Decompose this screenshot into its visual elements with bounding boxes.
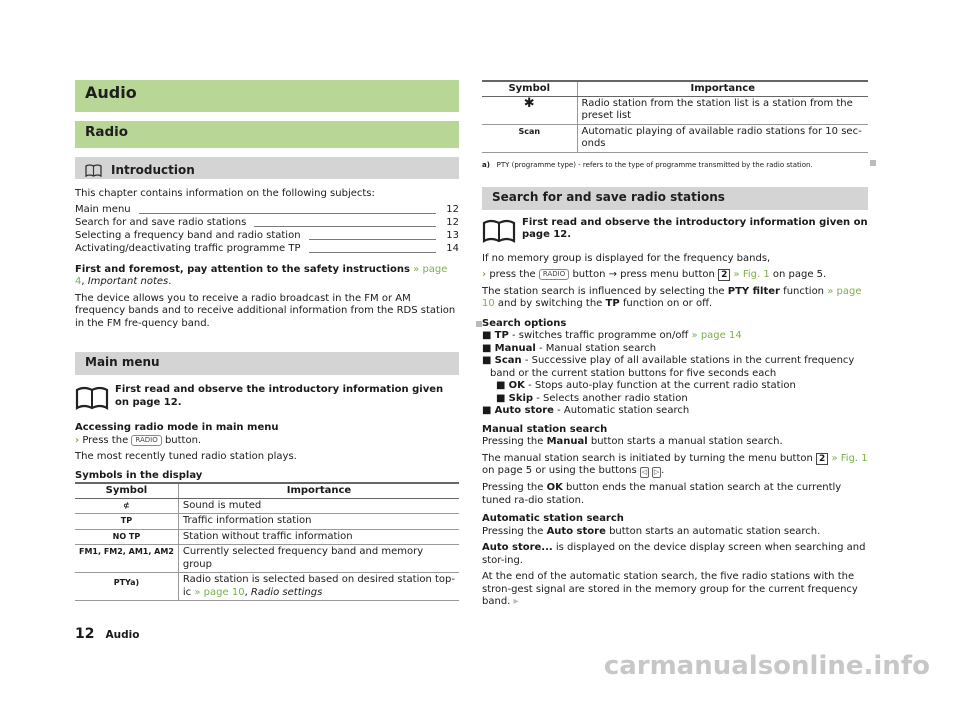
toc-row[interactable]: Activating/deactivating traffic programme TP 14 — [75, 243, 459, 254]
seek-back-icon[interactable]: ◁ — [641, 468, 648, 476]
table-row: FM1, FM2, AM1, AM2 Currently selected frequency band and memory group — [75, 545, 459, 573]
right-column — [482, 80, 868, 609]
toc-row[interactable]: Search for and save radio stations 12 — [75, 217, 459, 228]
watermark: carmanualsonline.info — [603, 651, 930, 681]
intro-text: This chapter contains information on the following subjects: — [75, 188, 375, 199]
radio-button[interactable]: RADIO — [539, 269, 569, 280]
list-item: ■ OK - Stops auto-play function at the current radio station — [496, 380, 796, 391]
radio-button[interactable]: RADIO — [131, 435, 161, 446]
symbols-title: Symbols in the display — [75, 469, 203, 481]
intro-title: Introduction — [111, 162, 195, 177]
manual-turn-text: The manual station search is initiated by turning the menu button 2 » Fig. 1 on page 5 or using the buttons ◁ ▷ . — [482, 452, 868, 476]
left-column — [75, 80, 459, 601]
safety-paragraph: First and foremost, pay attention to the safety instructions » page 4, Important notes. — [75, 263, 448, 287]
seek-forward-icon[interactable]: ▷ — [653, 468, 660, 476]
end-marker — [870, 160, 876, 166]
page-link[interactable]: » page 10 — [194, 586, 245, 598]
book-icon — [85, 164, 102, 177]
chapter-title: Audio — [75, 80, 459, 112]
toc-row[interactable]: Main menu 12 — [75, 204, 459, 215]
fig-link[interactable]: » Fig. 1 — [733, 269, 770, 280]
book-icon — [75, 386, 109, 410]
footnote: a) PTY (programme type) - refers to the type of programme transmitted by the radio station. — [482, 160, 813, 169]
menu-button-number: 2 — [718, 269, 730, 281]
page-footer — [75, 628, 139, 642]
auto-title: Automatic station search — [482, 513, 624, 524]
search-influence-text: The station search is influenced by selecting the PTY filter function » page 10 and by switching the TP function on or off. — [482, 285, 862, 309]
symbols-table-cont: Symbol Importance ✱ Radio station from the station list is a station from the preset list Scan Automatic playing of available radio stations for 10 sec-onds — [482, 80, 868, 153]
search-heading: Search for and save radio stations — [482, 187, 868, 210]
fig-link[interactable]: » Fig. 1 — [831, 452, 868, 464]
list-item: ■ Skip - Selects another radio station — [496, 392, 688, 404]
mute-icon: ⊄ — [75, 498, 178, 514]
manual-text: Pressing the Manual button starts a manual station search. — [482, 436, 783, 447]
auto-text: Pressing the Auto store button starts an automatic station search. — [482, 525, 821, 537]
accessing-title: Accessing radio mode in main menu — [75, 422, 279, 433]
list-item: ■ Manual - Manual station search — [482, 342, 657, 354]
intro-heading — [75, 157, 459, 179]
device-text: The device allows you to receive a radio broadcast in the FM or AM frequency bands and to receive additional information from the RDS station in the FM fre-quency band. — [75, 292, 456, 329]
table-row: ✱ Radio station from the station list is a station from the preset list — [482, 96, 868, 124]
asterisk-icon: ✱ — [482, 96, 577, 124]
continue-icon: ▸ — [513, 596, 519, 607]
first-read-note: First read and observe the introductory information given on page 12. — [75, 384, 459, 412]
toc-row[interactable]: Selecting a frequency band and radio station 13 — [75, 230, 459, 241]
press-radio-step: › Press the RADIO button. — [75, 434, 202, 446]
manual-title: Manual station search — [482, 423, 608, 435]
list-item: ■ TP - switches traffic programme on/off » page 14 — [482, 330, 742, 341]
page-link[interactable]: » page 10 — [482, 285, 862, 309]
auto-end-text: At the end of the automatic station search, the five radio stations with the stron-gest signal are stored in the memory group for the current frequency band. ▸ — [482, 571, 858, 607]
list-item: ■ Scan - Successive play of all available stations in the current frequency band or the current station buttons for five seconds each — [482, 355, 855, 379]
most-recent-text: The most recently tuned radio station plays. — [75, 451, 297, 462]
first-read-note: First read and observe the introductory information given on page 12. — [482, 217, 868, 245]
safety-link[interactable]: » page 4 — [75, 263, 448, 287]
book-icon — [482, 219, 516, 243]
page-number: 12 — [75, 626, 95, 642]
list-item: ■ Auto store - Automatic station search — [482, 405, 690, 416]
section-title: Radio — [75, 121, 459, 148]
table-row: TP Traffic information station — [75, 514, 459, 530]
toc — [75, 204, 459, 256]
no-memory-text: If no memory group is displayed for the frequency bands, — [482, 252, 771, 264]
table-row: PTYa) Radio station is selected based on desired station top-ic » page 10, Radio settings — [75, 573, 459, 601]
options-title: Search options — [482, 317, 567, 329]
table-row: ⊄ Sound is muted — [75, 498, 459, 514]
main-menu-heading: Main menu — [75, 352, 459, 375]
press-radio-step: › press the RADIO button → press menu button 2 » Fig. 1 on page 5. — [482, 269, 827, 280]
footer-section: Audio — [105, 629, 140, 641]
symbols-table: Symbol Importance ⊄ Sound is muted TP Traffic information station NO TP Station without traffic information FM1, FM2, AM1, AM2 Currently selected frequency band and memory group PTYa) Radio station is selected based on desired station top-ic » page 10, Radio settings — [75, 482, 459, 601]
table-row: Scan Automatic playing of available radio stations for 10 sec-onds — [482, 124, 868, 152]
manual-ok-text: Pressing the OK button ends the manual station search at the currently tuned ra-dio station. — [482, 482, 842, 506]
table-row: NO TP Station without traffic information — [75, 529, 459, 545]
auto-store-text: Auto store... is displayed on the device display screen when searching and stor-ing. — [482, 542, 866, 566]
